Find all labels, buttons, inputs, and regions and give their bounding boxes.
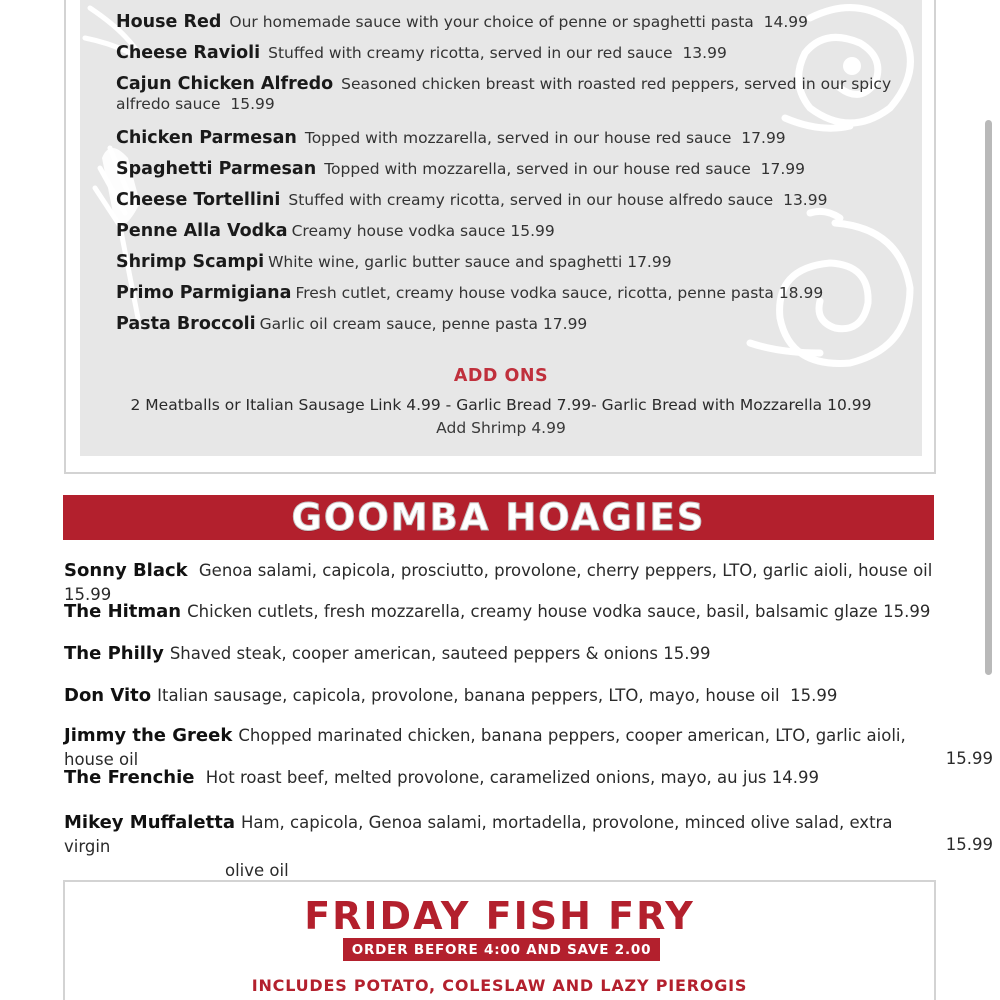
item-name: The Philly xyxy=(64,643,164,664)
fish-fry-section xyxy=(63,880,936,1000)
item-name: Mikey Muffaletta xyxy=(64,812,235,833)
section-title: GOOMBA HOAGIES xyxy=(291,496,706,539)
item-price: 15.99 xyxy=(64,585,112,604)
item-price: 17.99 xyxy=(741,129,786,147)
item-price: 15.99 xyxy=(510,222,555,240)
menu-item xyxy=(116,159,896,179)
item-description: Topped with mozzarella, served in our house red sauce xyxy=(324,160,751,178)
item-description: Italian sausage, capicola, provolone, banana peppers, LTO, mayo, house oil xyxy=(157,686,780,705)
item-price: 17.99 xyxy=(542,315,588,333)
item-price: 14.99 xyxy=(763,13,809,31)
item-price: 18.99 xyxy=(778,284,824,302)
addons-heading: ADD ONS xyxy=(453,366,549,386)
item-name: Cajun Chicken Alfredo xyxy=(116,74,334,94)
item-name: Primo Parmigiana xyxy=(116,283,292,303)
item-price: 15.99 xyxy=(945,835,993,854)
pasta-section xyxy=(64,0,936,474)
pasta-panel xyxy=(80,0,922,456)
menu-item xyxy=(64,600,944,624)
item-description-continued: olive oil xyxy=(225,861,289,880)
item-description: Our homemade sauce with your choice of penne or spaghetti pasta xyxy=(229,13,754,31)
item-description: Ham, capicola, Genoa salami, mortadella, provolone, minced olive salad, extra virgin xyxy=(64,813,893,856)
menu-item xyxy=(116,43,896,63)
item-price: 15.99 xyxy=(883,602,931,621)
menu-item xyxy=(116,221,896,241)
item-name: Jimmy the Greek xyxy=(64,725,233,746)
promo-badge: ORDER BEFORE 4:00 AND SAVE 2.00 xyxy=(343,938,660,961)
item-price: 17.99 xyxy=(760,160,806,178)
menu-item xyxy=(64,642,944,666)
section-title: FRIDAY FISH FRY xyxy=(304,894,695,938)
item-description: Shaved steak, cooper american, sauteed peppers & onions xyxy=(169,644,659,663)
item-price: 17.99 xyxy=(627,253,672,271)
menu-item xyxy=(116,74,896,114)
hoagies-banner xyxy=(63,495,934,540)
item-description: White wine, garlic butter sauce and spaghetti xyxy=(268,253,623,271)
item-name: Spaghetti Parmesan xyxy=(116,159,317,179)
item-name: Don Vito xyxy=(64,685,152,706)
item-name: Cheese Tortellini xyxy=(116,190,281,210)
item-price: 13.99 xyxy=(783,191,828,209)
menu-item xyxy=(116,283,896,303)
addons-list: 2 Meatballs or Italian Sausage Link 4.99 - Garlic Bread 7.99- Garlic Bread with Mozzarella 10.99 xyxy=(130,396,872,414)
item-price: 15.99 xyxy=(230,95,275,113)
menu-item xyxy=(116,128,896,148)
item-description: Topped with mozzarella, served in our house red sauce xyxy=(304,129,732,147)
item-name: Cheese Ravioli xyxy=(116,43,261,63)
menu-item xyxy=(116,252,896,272)
item-description: Chicken cutlets, fresh mozzarella, creamy house vodka sauce, basil, balsamic glaze xyxy=(187,602,878,621)
menu-item xyxy=(64,811,944,883)
item-description: Hot roast beef, melted provolone, caramelized onions, mayo, au jus xyxy=(205,768,767,787)
addons-shrimp: Add Shrimp 4.99 xyxy=(436,419,566,437)
pasta-menu-list xyxy=(116,12,896,345)
item-description: Garlic oil cream sauce, penne pasta xyxy=(259,315,538,333)
item-name: House Red xyxy=(116,12,222,32)
page-scrollbar[interactable] xyxy=(985,0,992,1000)
item-description: Stuffed with creamy ricotta, served in our house alfredo sauce xyxy=(288,191,774,209)
item-description: Fresh cutlet, creamy house vodka sauce, ricotta, penne pasta xyxy=(295,284,774,302)
item-price: 15.99 xyxy=(790,686,838,705)
item-name: Shrimp Scampi xyxy=(116,252,265,272)
item-price: 15.99 xyxy=(663,644,711,663)
item-description: Chopped marinated chicken, banana peppers, cooper american, LTO, garlic aioli, house oil xyxy=(64,726,906,769)
item-description: Seasoned chicken breast with roasted red peppers, served in our spicy alfredo sauce xyxy=(116,75,892,113)
includes-note: INCLUDES POTATO, COLESLAW AND LAZY PIEROGIS xyxy=(251,976,748,995)
item-name: Sonny Black xyxy=(64,560,188,581)
item-price: 14.99 xyxy=(771,768,820,787)
menu-item xyxy=(64,766,944,790)
item-price: 15.99 xyxy=(945,749,993,768)
menu-item xyxy=(64,724,944,772)
menu-item xyxy=(116,190,896,210)
item-description: Genoa salami, capicola, prosciutto, provolone, cherry peppers, LTO, garlic aioli, house oil xyxy=(198,561,933,580)
item-name: Pasta Broccoli xyxy=(116,314,256,334)
menu-item xyxy=(64,684,944,708)
menu-item xyxy=(116,12,896,32)
item-name: Penne Alla Vodka xyxy=(116,221,288,241)
item-description: Creamy house vodka sauce xyxy=(291,222,506,240)
item-price: 13.99 xyxy=(682,44,727,62)
menu-item xyxy=(116,314,896,334)
scrollbar-thumb[interactable] xyxy=(985,120,992,675)
item-description: Stuffed with creamy ricotta, served in our red sauce xyxy=(268,44,673,62)
item-name: The Hitman xyxy=(64,601,182,622)
item-name: Chicken Parmesan xyxy=(116,128,297,148)
item-name: The Frenchie xyxy=(64,767,195,788)
